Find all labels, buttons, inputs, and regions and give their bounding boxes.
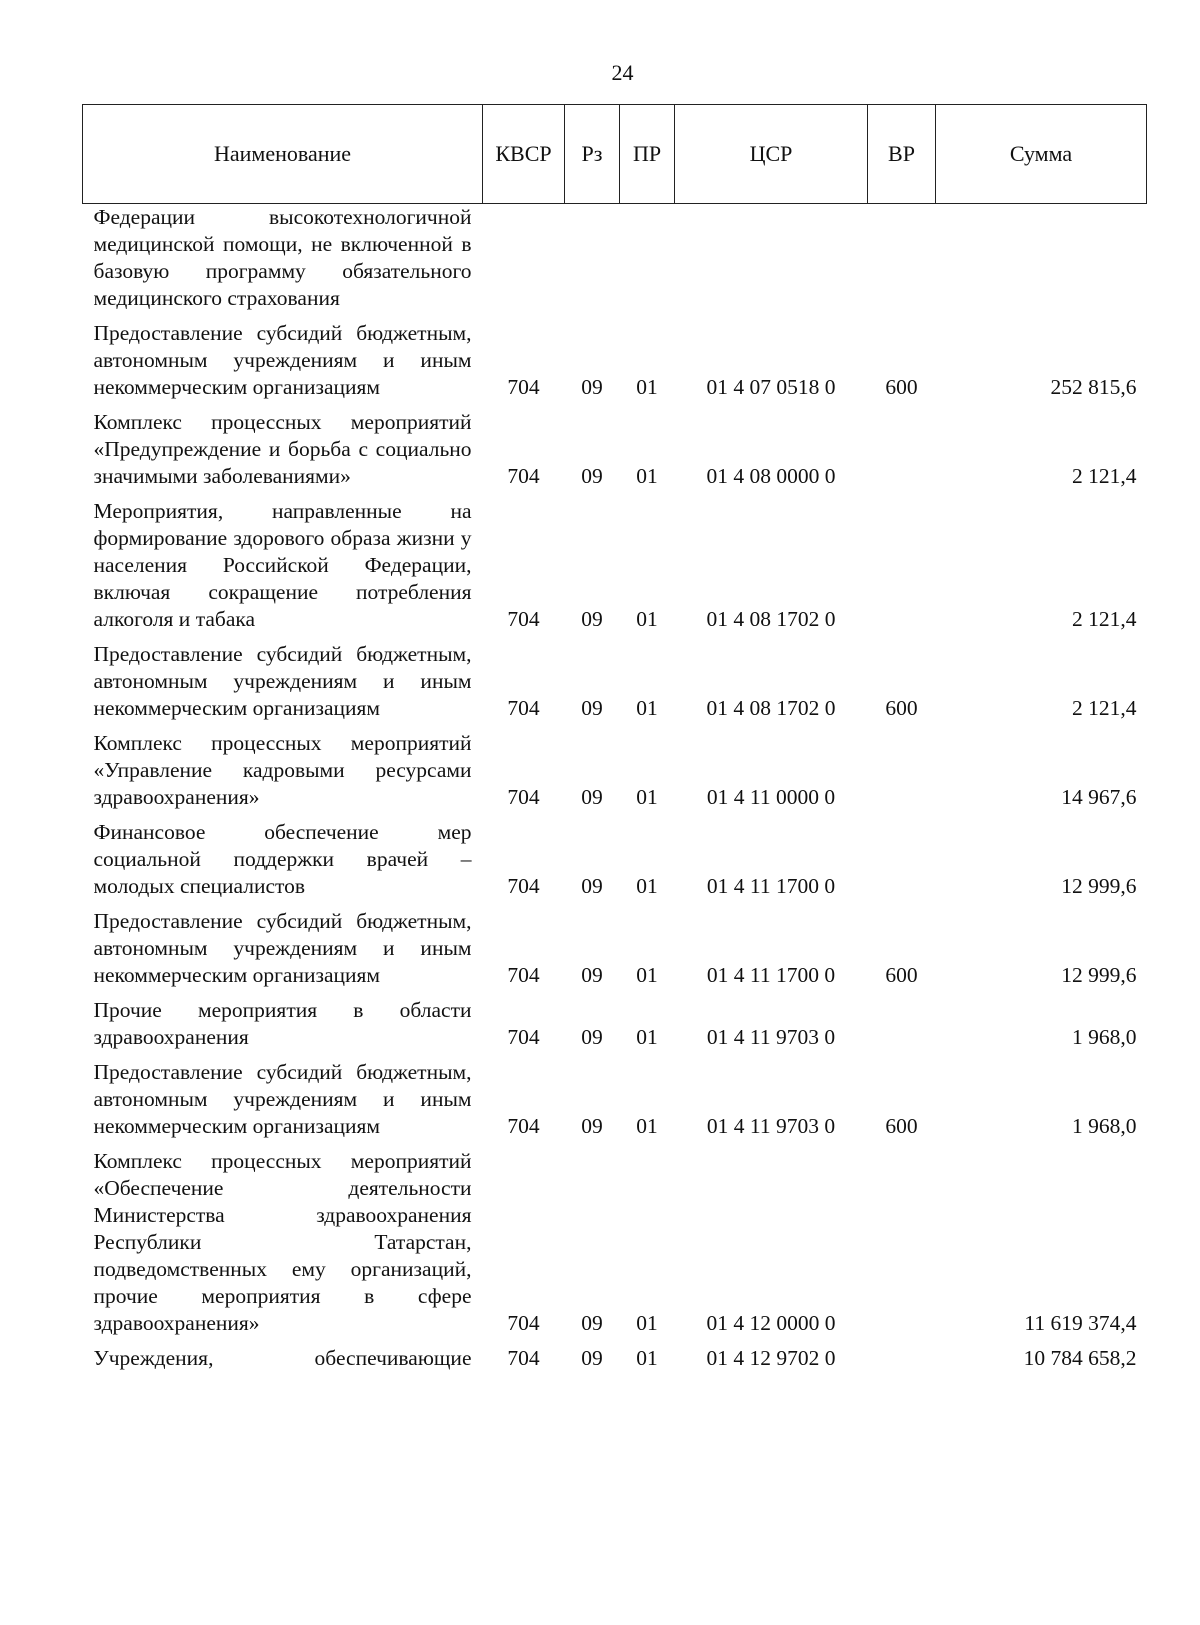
row-sum xyxy=(936,204,1147,321)
header-kvsr: КВСР xyxy=(483,105,565,204)
row-rz: 09 xyxy=(581,375,603,399)
row-vr xyxy=(868,997,936,1059)
row-vr xyxy=(868,1345,936,1380)
table-row xyxy=(83,908,1147,997)
header-rz: Рз xyxy=(565,105,620,204)
row-rz: 09 xyxy=(581,1025,603,1049)
row-name: Предоставление субсидий бюджетным, автономным учреждениям и иным некоммерческим организациям xyxy=(93,321,472,399)
row-name: Финансовое обеспечение мер социальной поддержки врачей – молодых специалистов xyxy=(93,820,472,898)
row-pr: 01 xyxy=(636,375,658,399)
row-vr xyxy=(868,730,936,819)
row-csr: 01 4 11 1700 0 xyxy=(706,963,836,987)
row-sum: 10 784 658,2 xyxy=(1023,1346,1137,1370)
row-pr: 01 xyxy=(636,963,658,987)
row-csr xyxy=(675,204,868,321)
table-row xyxy=(83,1345,1147,1380)
row-name: Комплекс процессных мероприятий «Предупреждение и борьба с социально значимыми заболеваниями» xyxy=(93,410,472,488)
row-rz: 09 xyxy=(581,785,603,809)
row-kvsr: 704 xyxy=(507,375,540,399)
row-csr: 01 4 12 0000 0 xyxy=(706,1311,836,1335)
page-number: 24 xyxy=(611,60,634,85)
row-kvsr: 704 xyxy=(507,1346,540,1370)
row-sum: 2 121,4 xyxy=(1072,607,1137,631)
header-name: Наименование xyxy=(83,105,483,204)
row-kvsr: 704 xyxy=(507,464,540,488)
row-name: Предоставление субсидий бюджетным, автономным учреждениям и иным некоммерческим организациям xyxy=(93,1060,472,1138)
row-pr: 01 xyxy=(636,874,658,898)
row-kvsr: 704 xyxy=(507,1025,540,1049)
table-row xyxy=(83,498,1147,641)
table-row xyxy=(83,641,1147,730)
row-rz: 09 xyxy=(581,1346,603,1370)
row-name: Комплекс процессных мероприятий «Обеспечение деятельности Министерства здравоохранения Республики Татарстан, подведомственных ему организаций, прочие мероприятия в сфере здравоохранения» xyxy=(93,1149,472,1335)
table-header-row xyxy=(83,105,1147,204)
row-vr: 600 xyxy=(885,375,918,399)
row-kvsr: 704 xyxy=(507,874,540,898)
row-sum: 2 121,4 xyxy=(1072,464,1137,488)
row-kvsr: 704 xyxy=(507,1114,540,1138)
row-pr: 01 xyxy=(636,1114,658,1138)
row-kvsr xyxy=(483,204,565,321)
row-csr: 01 4 08 1702 0 xyxy=(706,696,836,720)
row-name: Учреждения, обеспечивающие xyxy=(93,1346,472,1370)
row-csr: 01 4 12 9702 0 xyxy=(706,1346,836,1370)
row-pr: 01 xyxy=(636,464,658,488)
row-name: Федерации высокотехнологичной медицинской помощи, не включенной в базовую программу обязательного медицинского страхования xyxy=(93,205,472,310)
row-sum: 11 619 374,4 xyxy=(1024,1311,1137,1335)
row-csr: 01 4 07 0518 0 xyxy=(706,375,836,399)
row-sum: 14 967,6 xyxy=(1061,785,1137,809)
row-sum: 1 968,0 xyxy=(1072,1025,1137,1049)
row-sum: 252 815,6 xyxy=(1050,375,1137,399)
row-name: Мероприятия, направленные на формирование здорового образа жизни у населения Российской Федерации, включая сокращение потребления алкоголя и табака xyxy=(93,499,472,631)
row-rz: 09 xyxy=(581,1311,603,1335)
row-csr: 01 4 08 0000 0 xyxy=(706,464,836,488)
row-pr: 01 xyxy=(636,785,658,809)
row-name: Прочие мероприятия в области здравоохранения xyxy=(93,998,472,1049)
row-rz: 09 xyxy=(581,1114,603,1138)
row-rz: 09 xyxy=(581,874,603,898)
header-sum: Сумма xyxy=(936,105,1147,204)
row-rz: 09 xyxy=(581,607,603,631)
table-row xyxy=(83,409,1147,498)
row-name: Предоставление субсидий бюджетным, автономным учреждениям и иным некоммерческим организациям xyxy=(93,642,472,720)
row-vr: 600 xyxy=(885,963,918,987)
row-vr xyxy=(868,819,936,908)
row-kvsr: 704 xyxy=(507,1311,540,1335)
table-row xyxy=(83,320,1147,409)
row-pr: 01 xyxy=(636,1346,658,1370)
row-rz: 09 xyxy=(581,464,603,488)
row-pr: 01 xyxy=(636,607,658,631)
row-kvsr: 704 xyxy=(507,785,540,809)
budget-table xyxy=(82,104,1147,1380)
row-csr: 01 4 11 0000 0 xyxy=(706,785,836,809)
row-pr: 01 xyxy=(636,1025,658,1049)
table-row xyxy=(83,730,1147,819)
row-kvsr: 704 xyxy=(507,963,540,987)
header-pr: ПР xyxy=(620,105,675,204)
row-vr xyxy=(868,409,936,498)
row-vr xyxy=(868,498,936,641)
row-vr xyxy=(868,1148,936,1345)
row-name: Предоставление субсидий бюджетным, автономным учреждениям и иным некоммерческим организациям xyxy=(93,909,472,987)
table-row xyxy=(83,997,1147,1059)
table-row xyxy=(83,204,1147,321)
row-csr: 01 4 11 1700 0 xyxy=(706,874,836,898)
header-vr: ВР xyxy=(868,105,936,204)
row-rz: 09 xyxy=(581,963,603,987)
row-vr xyxy=(868,204,936,321)
row-csr: 01 4 11 9703 0 xyxy=(706,1025,836,1049)
row-pr: 01 xyxy=(636,696,658,720)
row-sum: 1 968,0 xyxy=(1072,1114,1137,1138)
row-csr: 01 4 08 1702 0 xyxy=(706,607,836,631)
row-csr: 01 4 11 9703 0 xyxy=(706,1114,836,1138)
table-row xyxy=(83,819,1147,908)
row-kvsr: 704 xyxy=(507,607,540,631)
row-vr: 600 xyxy=(885,696,918,720)
row-rz: 09 xyxy=(581,696,603,720)
row-pr: 01 xyxy=(636,1311,658,1335)
row-sum: 2 121,4 xyxy=(1072,696,1137,720)
row-name: Комплекс процессных мероприятий «Управление кадровыми ресурсами здравоохранения» xyxy=(93,731,472,809)
row-sum: 12 999,6 xyxy=(1061,874,1137,898)
row-sum: 12 999,6 xyxy=(1061,963,1137,987)
table-row xyxy=(83,1059,1147,1148)
row-vr: 600 xyxy=(885,1114,918,1138)
header-csr: ЦСР xyxy=(675,105,868,204)
row-kvsr: 704 xyxy=(507,696,540,720)
row-pr xyxy=(620,204,675,321)
table-row xyxy=(83,1148,1147,1345)
row-rz xyxy=(565,204,620,321)
